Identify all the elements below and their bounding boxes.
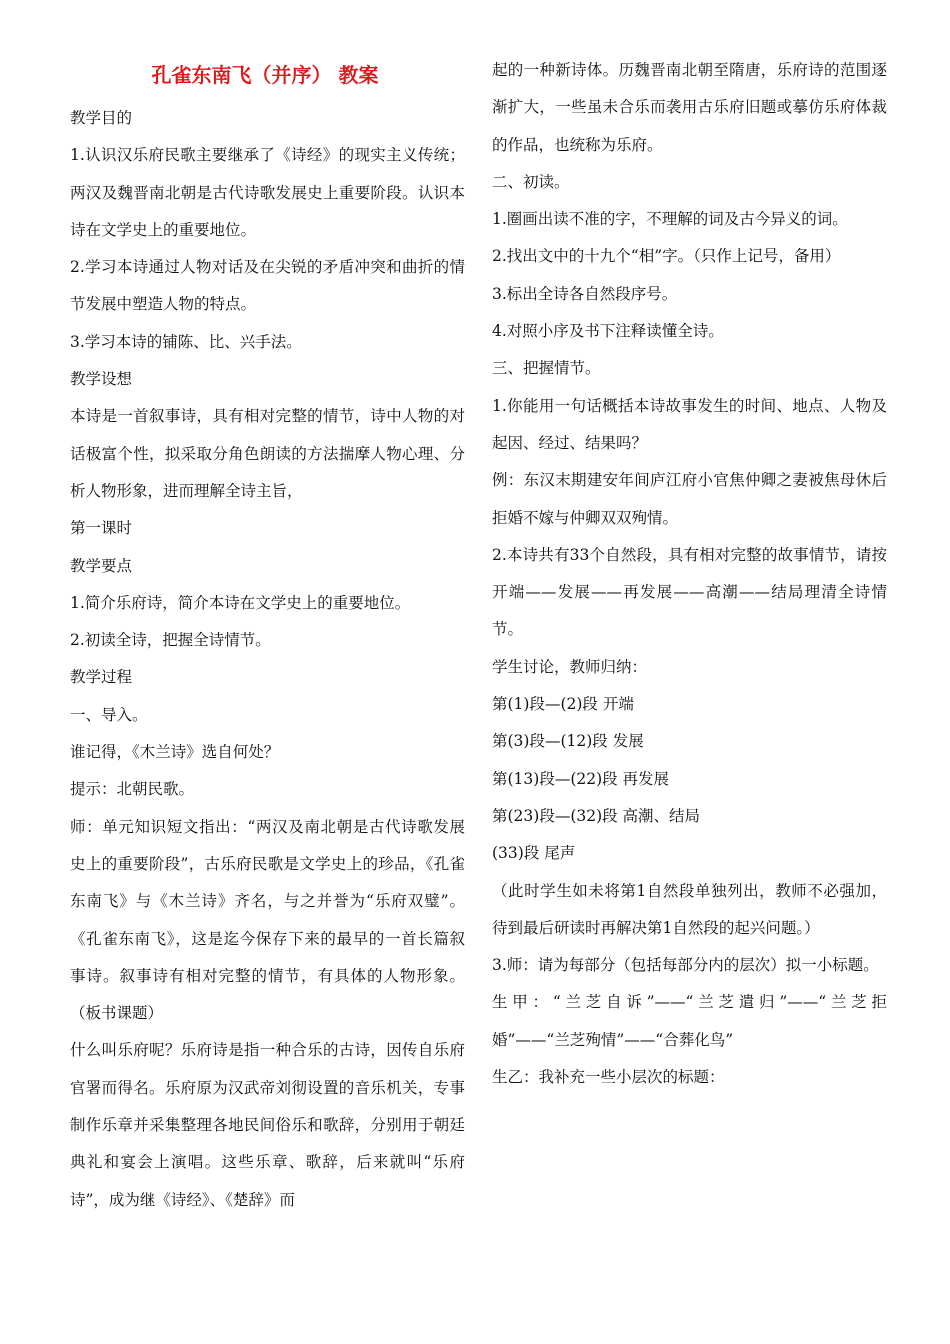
paragraph: 提示：北朝民歌。 [70,780,195,799]
right-column [492,52,887,1096]
section-heading: 第一课时 [70,519,133,538]
paragraph: 3.学习本诗的铺陈、比、兴手法。 [70,332,302,351]
list-item: 第(3)段—(12)段 发展 [492,732,644,751]
paragraph: 本诗是一首叙事诗，具有相对完整的情节，诗中人物的对话极富个性，拟采取分角色朗读的方法揣摩人物心理、分析人物形象，进而理解全诗主旨， [70,407,465,500]
paragraph: 生甲：“兰芝自诉”——“兰芝遣归”——“兰芝拒婚”——“兰芝殉情”——“合葬化鸟” [492,993,887,1049]
paragraph: 2.本诗共有33个自然段，具有相对完整的故事情节，请按开端——发展——再发展——高潮——结局理清全诗情节。 [492,545,887,639]
paragraph: 1.认识汉乐府民歌主要继承了《诗经》的现实主义传统；两汉及魏晋南北朝是古代诗歌发展史上重要阶段。认识本诗在文学史上的重要地位。 [70,146,465,239]
left-column [70,52,465,1219]
paragraph: 4.对照小序及书下注释读懂全诗。 [492,322,724,341]
section-heading: 一、导入。 [70,705,148,724]
paragraph: 1.你能用一句话概括本诗故事发生的时间、地点、人物及起因、经过、结果吗？ [492,396,887,452]
paragraph: 学生讨论，教师归纳： [492,657,648,676]
paragraph: 例：东汉末期建安年间庐江府小官焦仲卿之妻被焦母休后拒婚不嫁与仲卿双双殉情。 [492,471,887,527]
list-item: 第(23)段—(32)段 高潮、结局 [492,806,701,825]
paragraph: 3.师：请为每部分（包括每部分内的层次）拟一小标题。 [492,956,879,975]
paragraph: 起的一种新诗体。历魏晋南北朝至隋唐，乐府诗的范围逐渐扩大，一些虽未合乐而袭用古乐府旧题或摹仿乐府体裁的作品，也统称为乐府。 [492,61,887,154]
list-item: (33)段 尾声 [492,844,576,863]
paragraph: 师：单元知识短文指出：“两汉及南北朝是古代诗歌发展史上的重要阶段”，古乐府民歌是文学史上的珍品，《孔雀东南飞》与《木兰诗》齐名，与之并誉为“乐府双璧”。《孔雀东南飞》，这是迄今保存下来的最早的一首长篇叙事诗。叙事诗有相对完整的情节，有具体的人物形象。（板书课题） [70,817,465,1023]
paragraph: 2.学习本诗通过人物对话及在尖锐的矛盾冲突和曲折的情节发展中塑造人物的特点。 [70,258,465,314]
paragraph: 1.简介乐府诗，简介本诗在文学史上的重要地位。 [70,593,411,612]
list-item: 第(1)段—(2)段 开端 [492,695,634,714]
paragraph: 什么叫乐府呢？乐府诗是指一种合乐的古诗，因传自乐府官署而得名。乐府原为汉武帝刘彻设置的音乐机关，专事制作乐章并采集整理各地民间俗乐和歌辞，分别用于朝廷典礼和宴会上演唱。这些乐章、歌辞，后来就叫“乐府诗”，成为继《诗经》、《楚辞》而 [70,1041,465,1209]
section-heading: 教学要点 [70,556,133,575]
paragraph: 谁记得，《木兰诗》选自何处？ [70,743,280,762]
section-heading: 三、把握情节。 [492,359,601,378]
list-item: 第(13)段—(22)段 再发展 [492,769,670,788]
paragraph: 2.初读全诗，把握全诗情节。 [70,631,271,650]
section-heading: 教学设想 [70,370,133,389]
paragraph: 3.标出全诗各自然段序号。 [492,284,678,303]
section-heading: 教学过程 [70,668,133,687]
section-heading: 二、初读。 [492,172,570,191]
paragraph: （此时学生如未将第1自然段单独列出，教师不必强加，待到最后研读时再解决第1自然段的起兴问题。） [492,881,887,937]
section-heading: 教学目的 [70,109,133,127]
paragraph: 生乙：我补充一些小层次的标题： [492,1068,725,1087]
document-title: 孔雀东南飞（并序） 教案 [151,63,379,87]
paragraph: 1.圈画出读不准的字，不理解的词及古今异义的词。 [492,210,848,229]
paragraph: 2.找出文中的十九个“相”字。（只作上记号，备用） [492,247,841,266]
